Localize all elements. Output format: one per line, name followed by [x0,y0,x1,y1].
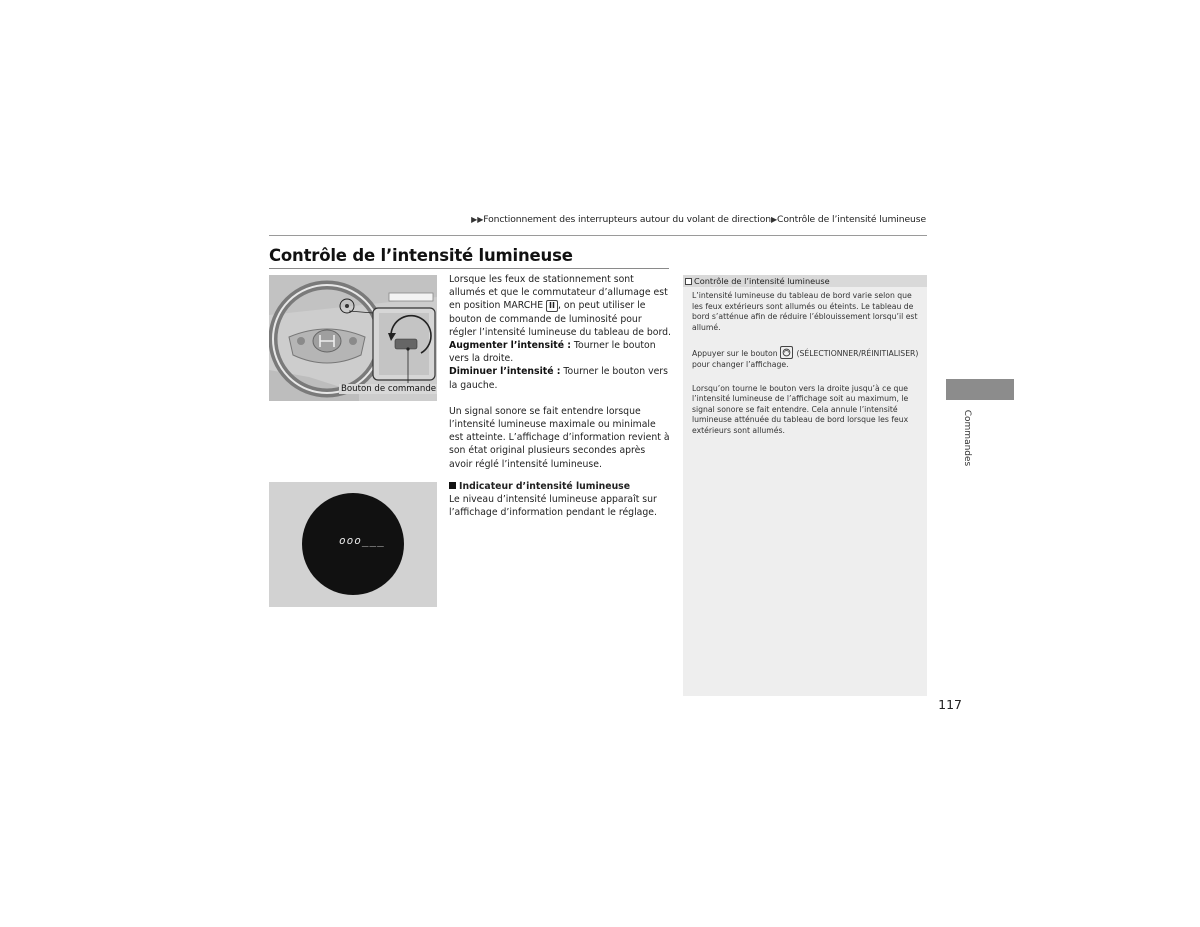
sidebar-heading-text: Contrôle de l’intensité lumineuse [694,276,830,286]
sidebar-note [683,275,927,696]
decrease-instruction [449,365,671,391]
decrease-text: Tourner le bouton vers la gauche. [449,366,668,391]
steering-wheel-illustration [269,275,437,401]
square-bullet-icon [449,482,456,489]
indicator-heading-text: Indicateur d’intensité lumineuse [459,481,631,492]
sidebar-body [692,291,920,450]
sidebar-para2-after: (SÉLECTIONNER/RÉINITIALISER) pour changer l’affichage. [692,349,919,369]
sidebar-heading [683,275,927,287]
note-marker-icon [685,278,692,285]
breadcrumb-arrow-icon: ▶▶ [471,215,484,224]
page-number: 117 [938,697,962,712]
indicator-text: Le niveau d’intensité lumineuse apparaît sur l’affichage d’information pendant le réglage. [449,494,657,519]
sidebar-para2-before: Appuyer sur le bouton [692,349,781,359]
intro-text-2: , on peut utiliser le bouton de commande de luminosité pour régler l’intensité lumineuse du tableau de bord. [449,300,671,338]
title-rule [269,268,669,269]
steering-wheel-figure [269,275,437,401]
sidebar-paragraph-1: L’intensité lumineuse du tableau de bord varie selon que les feux extérieurs sont allumés ou éteints. Le tableau de bord s’atténue afin de réduire l’éblouissement lorsqu’il est allumé. [692,291,918,332]
breadcrumb-current: Contrôle de l’intensité lumineuse [777,214,926,225]
ignition-position-key: II [546,300,558,312]
chapter-tab [946,379,1014,400]
indicator-section [449,480,671,520]
info-display-figure [269,482,437,607]
control-knob-callout: Bouton de commande [341,384,437,394]
increase-label: Augmenter l’intensité : [449,340,571,352]
breadcrumb-separator-icon: ▶ [770,215,778,224]
select-reset-icon [780,346,793,359]
increase-instruction [449,339,671,365]
brightness-level-readout: ooo___ [339,534,385,547]
indicator-heading [449,480,671,493]
main-text-column [449,273,671,471]
chapter-tab-label: Commandes [962,409,972,467]
increase-text: Tourner le bouton vers la droite. [449,340,656,365]
header-rule [269,235,927,236]
breadcrumb [470,214,926,225]
sidebar-paragraph-2 [692,346,920,370]
intro-text-1: Lorsque les feux de stationnement sont allumés et que le commutateur d’allumage est en position MARCHE [449,274,668,312]
signal-paragraph: Un signal sonore se fait entendre lorsque l’intensité lumineuse maximale ou minimale est atteinte. L’affichage d’information revient à son état original plusieurs secondes après avoir réglé l’intensité lumineuse. [449,405,670,470]
intro-paragraph [449,273,671,339]
page-title: Contrôle de l’intensité lumineuse [269,246,573,265]
decrease-label: Diminuer l’intensité : [449,366,561,378]
breadcrumb-parent: Fonctionnement des interrupteurs autour du volant de direction [483,214,771,225]
sidebar-paragraph-3: Lorsqu’on tourne le bouton vers la droite jusqu’à ce que l’intensité lumineuse de l’affichage soit au maximum, le signal sonore se fait entendre. Cela annule l’intensité lumineuse atténuée du tableau de bord lorsque les feux extérieurs sont allumés. [692,383,909,435]
